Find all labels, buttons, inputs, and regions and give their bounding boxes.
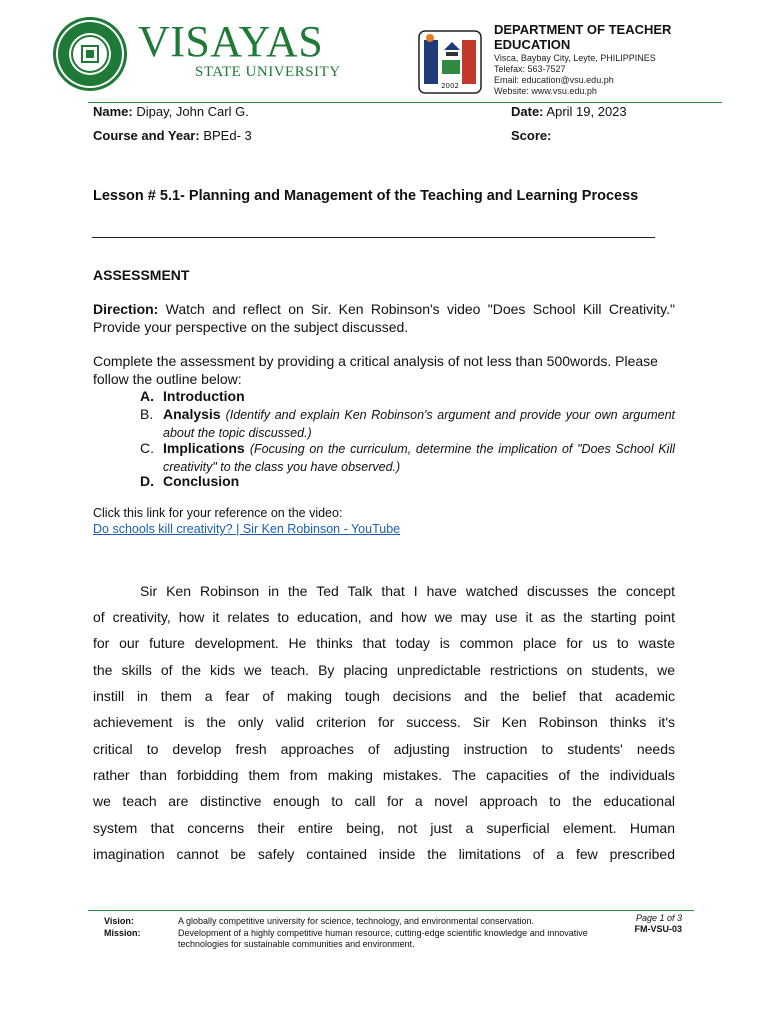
course-value: BPEd- 3 [203,128,252,143]
course-label: Course and Year: [93,128,200,143]
department-email: Email: education@vsu.edu.ph [494,75,614,85]
department-telefax: Telefax: 563-7527 [494,64,566,74]
header-divider [88,102,722,103]
vision-text: A globally competitive university for science, technology, and environmental conservation. [178,916,535,926]
title-divider [92,237,655,238]
essay-line: rather than forbidding them from making mistakes. The capacities of the individuals [93,767,675,783]
essay-line: system that concerns their entire being, not just a superficial element. Human [93,820,675,836]
essay-line: the skills of the kids we teach. By placing unpredictable restrictions on students, we [93,662,675,678]
outline-letter: D. [140,473,154,489]
form-code: FM-VSU-03 [634,924,682,934]
outline-label: Analysis [163,406,221,422]
lesson-title: Lesson # 5.1- Planning and Management of the Teaching and Learning Process [93,188,639,204]
department-address: Visca, Baybay City, Leyte, PHILIPPINES [494,53,656,63]
assessment-heading: ASSESSMENT [93,267,190,283]
page-number: Page 1 of 3 [635,913,682,923]
date-value: April 19, 2023 [546,104,627,119]
essay-line: for our future development. He thinks that today is common place for us to waste [93,635,675,651]
score-label: Score: [511,128,552,143]
outline-letter: B. [140,406,154,422]
outline-note: (Focusing on the curriculum, determine the implication of "Does School Kill creativity" to the class you have observed.) [163,442,676,474]
department-name: DEPARTMENT OF TEACHER EDUCATION [494,22,672,52]
instructions-paragraph: Complete the assessment by providing a critical analysis of not less than 500words. Please follow the outline below: [93,353,658,387]
name-label: Name: [93,104,133,119]
outline-letter: A. [140,388,154,404]
outline-item [140,473,676,490]
outline-item [140,440,676,474]
link-intro: Click this link for your reference on the video: [93,506,343,520]
outline-item [140,388,676,405]
date-row [511,104,627,120]
outline-label: Conclusion [163,473,240,489]
essay-line: instill in them a fear of making tough decisions and the belief that academic [93,688,675,704]
logo-year: 2002 [441,82,459,90]
video-link[interactable]: Do schools kill creativity? | Sir Ken Robinson - YouTube [93,522,401,536]
course-row [93,128,252,144]
name-row [93,104,249,120]
outline-item [140,406,676,440]
outline-letter: C. [140,440,154,456]
essay-line: critical to develop fresh approaches of adjusting instruction to students' needs [93,741,675,757]
mission-label: Mission: [104,928,141,938]
essay-line: we teach are distinctive enough to call for a novel approach to the educational [93,793,675,809]
date-label: Date: [511,104,544,119]
direction-text: Watch and reflect on Sir. Ken Robinson's video "Does School Kill Creativity." Provide your perspective on the subject discussed. [93,301,675,335]
name-value: Dipay, John Carl G. [136,104,249,119]
university-name: VISAYAS [138,17,324,66]
direction-label: Direction: [93,301,159,317]
vision-label: Vision: [104,916,134,926]
footer-divider [88,910,694,911]
university-subtitle: STATE UNIVERSITY [195,64,341,80]
university-seal-icon [52,16,128,92]
mission-text: Development of a highly competitive human resource, cutting-edge scientific knowledge and innovative technologies for sustainable communities and environment. [178,928,588,949]
outline-label: Introduction [163,388,245,404]
score-row [511,128,551,144]
essay-line: imagination cannot be safely contained inside the limitations of a few prescribed [93,846,675,862]
essay-line: Sir Ken Robinson in the Ted Talk that I have watched discusses the concept [140,583,675,599]
direction-paragraph [93,300,675,336]
essay-line: of creativity, how it relates to education, and how we may use it as the starting point [93,609,675,625]
department-website: Website: www.vsu.edu.ph [494,86,597,96]
outline-note: (Identify and explain Ken Robinson's argument and provide your own argument about the topic discussed.) [163,408,675,440]
essay-line: achievement is the only valid criterion for success. Sir Ken Robinson thinks it's [93,714,675,730]
department-logo-icon [418,30,482,94]
outline-label: Implications [163,440,245,456]
